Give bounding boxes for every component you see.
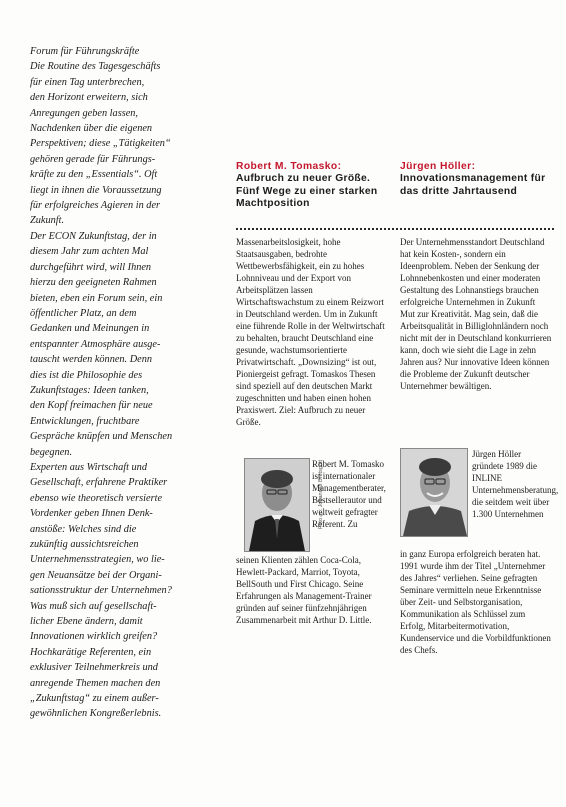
intro-line: anregende Themen machen den	[30, 677, 161, 689]
intro-line: entspannter Atmosphäre ausge-	[30, 338, 161, 350]
intro-line: hierzu den geeigneten Rahmen	[30, 277, 157, 289]
intro-line: begegnen.	[30, 446, 73, 458]
intro-line: Die Routine des Tagesgeschäfts	[30, 61, 161, 73]
article-body: Der Unternehmensstandort Deutschland hat kein Kosten-, sondern ein Ideenproblem. Neben der Senkung der Lohnnebenkosten und einer moderaten Gestaltung des Lohnanstiegs brauchen erfolgreiche Unternehmen in Zukunft Mut zur Kreativität. Mag sein, daß die Arbeitsqualität in Billiglohnländern noch nicht mit der in Deutschland konkurrieren kann, doch wie sieht die Lage in zehn Jahren aus? Nur innovative Ideen können die Probleme der Zukunft deutscher Unternehmer bewältigen.	[400, 237, 552, 391]
author-bio-side: Robert M. Tomasko ist internationaler Managementberater, Bestsellerautor und weltweit gefragter Referent. Zu	[312, 459, 386, 529]
intro-line: Gesellschaft, erfahrene Praktiker	[30, 477, 168, 489]
intro-line: für einen Tag unterbrechen,	[30, 76, 145, 88]
intro-line: gen Neuansätze bei der Organi-	[30, 569, 162, 581]
intro-line: ebenso wie theoretisch versierte	[30, 492, 163, 504]
intro-line: für erfolgreiches Agieren in der	[30, 200, 161, 212]
intro-line: bieten, eben ein Forum sein, ein	[30, 292, 163, 304]
intro-line: Zukunft.	[30, 215, 65, 227]
intro-line: Perspektiven; diese „Tätigkeiten“	[30, 138, 171, 150]
intro-line: Gedanken und Meinungen in	[30, 323, 150, 335]
intro-line: Experten aus Wirtschaft und	[30, 461, 147, 473]
portrait-image	[401, 449, 467, 536]
article-hoeller	[400, 160, 559, 655]
intro-line: kräfte zu den „Essentials“. Oft	[30, 169, 158, 181]
intro-line: den Horizont erweitern, sich	[30, 92, 148, 104]
article-headline: Aufbruch zu neuer Größe. Fünf Wege zu einer starken Machtposition	[236, 173, 378, 210]
portrait-photo-hoeller	[400, 448, 468, 537]
intro-line: Zukunftstages: Ideen tanken,	[30, 384, 149, 396]
intro-heading: Forum für Führungskräfte	[30, 46, 140, 57]
author-bio-side: Jürgen Höller gründete 1989 die INLINE Unternehmensberatung, die seitdem weit über 1.300 Unternehmen	[472, 449, 559, 519]
intro-line: gewöhnlichen Kongreßerlebnis.	[30, 708, 162, 720]
author-bio-bottom: in ganz Europa erfolgreich beraten hat. 1991 wurde ihm der Titel „Unternehmer des Jahres“ verliehen. Seine gefragten Seminare vermitteln neue Erkenntnisse über Zeit- und Selbstorganisation, Kommunikation als Schlüssel zum Erfolg, Mitarbeitermotivation, Kundenservice und die Vorbildfunktionen des Chefs.	[400, 549, 551, 655]
portrait-image	[245, 459, 309, 551]
intro-line: durchgeführt wird, will Ihnen	[30, 261, 152, 273]
intro-line: Unternehmensstrategien, wo lie-	[30, 554, 165, 566]
intro-line: „Zukunftstag“ zu einem außer-	[30, 693, 159, 705]
dotted-divider	[236, 228, 554, 230]
intro-line: Innovationen wirklich greifen?	[30, 631, 158, 643]
intro-line: Nachdenken über die eigenen	[30, 123, 153, 135]
photo-credit: Foto ©: Johannes Bretsgott	[318, 460, 324, 529]
intro-line: Anregungen geben lassen,	[30, 107, 138, 119]
article-tomasko	[236, 160, 388, 625]
intro-line: dies ist die Philosophie des	[30, 369, 143, 381]
intro-line: Hochkarätige Referenten, ein	[30, 646, 152, 658]
article-body: Massenarbeitslosigkeit, hohe Staatsausgaben, bedrohte Wettbewerbsfähigkeit, ein zu hohes Lohnniveau und der Export von Arbeitsplätzen lassen Wirtschaftswachstum zu einem Reizwort in Deutschland werden. Um in Zukunft eine führende Rolle in der Weltwirtschaft zu behalten, braucht Deutschland eine gesunde, wachstumsorientierte Privatwirtschaft. „Downsizing“ ist out, Pioniergeist gefragt. Tomaskos Thesen sind speziell auf den deutschen Markt zugeschnitten und haben einen hohen Praxiswert. Ziel: Aufbruch zu neuer Größe.	[236, 237, 385, 427]
article-author: Jürgen Höller:	[400, 161, 476, 172]
author-bio-bottom: seinen Klienten zählen Coca-Cola, Hewlett-Packard, Marriot, Toyota, BellSouth und First Chicago. Seine Erfahrungen als Management-Trainer gründen auf seiner fünfzehnjährigen Zusammenarbeit mit Arthur D. Little.	[236, 555, 372, 625]
intro-line: sationsstruktur der Unternehmen?	[30, 585, 172, 597]
portrait-photo-tomasko	[244, 458, 310, 552]
intro-line: Vordenker geben Ihnen Denk-	[30, 508, 153, 520]
intro-line: zukünftig aussichtsreichen	[30, 539, 139, 550]
intro-line: Der ECON Zukunftstag, der in	[30, 230, 157, 242]
intro-line: anstöße: Welches sind die	[30, 523, 137, 535]
intro-line: liegt in ihnen die Voraussetzung	[30, 184, 162, 196]
intro-line: Gespräche knüpfen und Menschen	[30, 431, 173, 443]
intro-line: Was muß sich auf gesellschaft-	[30, 600, 157, 612]
intro-line: Entwicklungen, fruchtbare	[30, 415, 140, 427]
intro-line: öffentlicher Platz, an dem	[30, 307, 137, 319]
intro-line: exklusiver Teilnehmerkreis und	[30, 662, 158, 674]
article-headline: Innovationsmanagement für das dritte Jahrtausend	[400, 173, 546, 197]
intro-line: gehören gerade für Führungs-	[30, 153, 156, 165]
article-author: Robert M. Tomasko:	[236, 161, 342, 172]
intro-line: den Kopf freimachen für neue	[30, 400, 153, 412]
intro-line: tauscht werden können. Denn	[30, 354, 153, 366]
intro-line: diesem Jahr zum achten Mal	[30, 246, 149, 258]
intro-body	[30, 59, 206, 721]
intro-column	[30, 44, 206, 722]
intro-line: licher Ebene ändern, damit	[30, 616, 143, 628]
